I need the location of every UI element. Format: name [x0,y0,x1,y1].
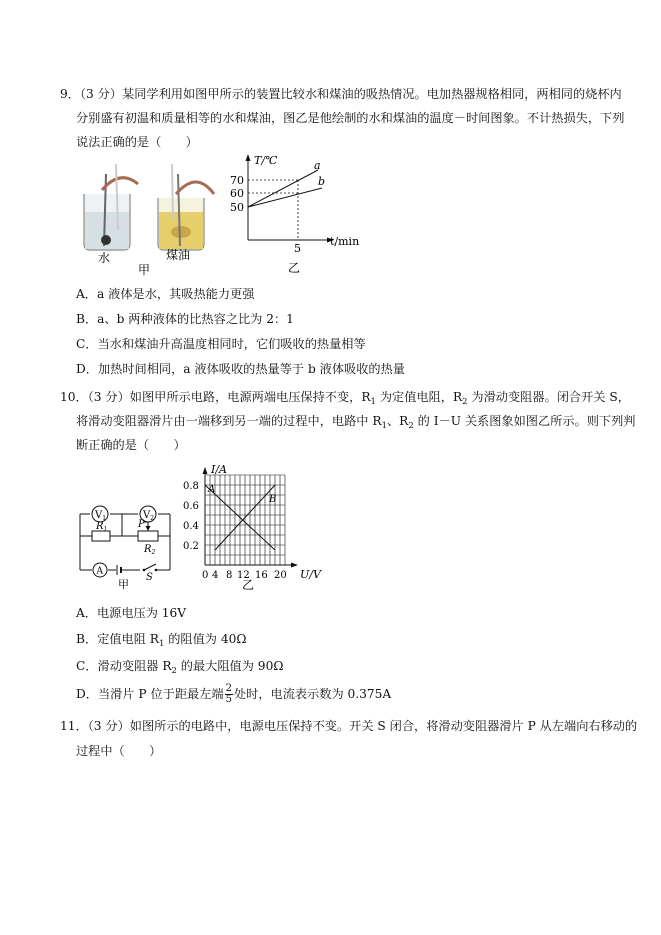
q11-line2: 过程中（ ） [76,744,162,758]
water-beaker [84,164,138,250]
q10-ytick-06: 0.6 [183,501,199,512]
q11-line1: 11．（3 分）如图所示的电路中，电源电压保持不变。开关 S 闭合，将滑动变阻器滑片 P 从左端向右移动的 [60,719,638,733]
v1-label: $V_1$ [95,510,107,522]
q9-option-c: C．当水和煤油升高温度相同时，它们吸收的热量相等 [76,337,366,351]
q9-ytick-60: 60 [230,187,244,200]
v2-label: $V_2$ [143,510,155,522]
water-label: 水 [98,251,111,265]
q10-fig-yi [180,462,330,590]
q10-ytick-04: 0.4 [183,521,199,532]
q10-line3: 断正确的是（ ） [76,438,186,452]
q9-option-a: A．a 液体是水，其吸热能力更强 [76,287,255,301]
q10-line-A-label: A [208,484,216,495]
r1-label: $R_1$ [96,521,108,533]
r2-label: $R_2$ [144,544,156,556]
q10-line-B-label: B [269,494,277,505]
q9-option-b: B．a、b 两种液体的比热容之比为 2：1 [76,312,294,326]
q10-xtick-12: 12 [237,570,250,581]
q10-option-b: B．定值电阻 $R_1$ 的阻值为 40Ω [76,632,247,649]
q9-ytick-50: 50 [230,201,244,214]
p-label: P [138,519,145,530]
q10-caption-jia: 甲 [118,578,129,590]
q10-xtick-4: 4 [212,570,219,581]
q9-ytick-70: 70 [230,174,244,187]
q9-line-a-label: a [314,159,321,172]
q9-fig-jia [78,160,238,280]
q10-line2: 将滑动变阻器滑片由一端移到另一端的过程中，电路中 $R_1$、$R_2$ 的 I－U 关系图象如图乙所示。则下列判 [76,414,636,431]
q10-xtick-0: 0 [202,570,209,581]
q10-fig-jia [72,494,182,590]
switch-label: S [146,572,153,583]
q10-ytick-08: 0.8 [183,481,199,492]
q9-line3: 说法正确的是（ ） [76,135,198,149]
oil-beaker [158,164,214,250]
q10-line1: 10．（3 分）如图甲所示电路，电源两端电压保持不变，$R_1$ 为定值电阻，$R_2$ 为滑动变阻器。闭合开关 S， [60,390,630,407]
q10-option-d: D．当滑片 P 位于距最左端 $\frac{2}{5}$ 处时，电流表示数为 0.375A [76,683,392,705]
q10-xtick-8: 8 [226,570,233,581]
ammeter-label: A [96,566,103,577]
oil-label: 煤油 [166,248,191,262]
q9-caption-jia: 甲 [138,263,151,277]
line-b [248,188,322,207]
q9-ylabel: T/℃ [254,154,278,167]
q9-xlabel: t/min [330,235,360,248]
q10-option-a: A．电源电压为 16V [76,606,187,620]
q10-caption-yi: 乙 [242,578,255,590]
q10-ylabel: I/A [211,463,227,476]
q9-line1: 9．（3 分）某同学利用如图甲所示的装置比较水和煤油的吸热情况。电加热器规格相同，两相同的烧杯内 [60,87,622,101]
q9-option-d: D．加热时间相同，a 液体吸收的热量等于 b 液体吸收的热量 [76,362,405,376]
q9-line-b-label: b [318,175,326,188]
q9-fig-yi [226,152,366,278]
q10-option-c: C．滑动变阻器 $R_2$ 的最大阻值为 90Ω [76,659,284,676]
q10-xlabel: U/V [300,568,321,581]
q9-caption-yi: 乙 [288,261,301,275]
q10-xtick-16: 16 [255,570,268,581]
fraction-two-fifths: $\frac{2}{5}$ [225,683,232,705]
line-a [248,170,318,207]
q9-xtick-5: 5 [294,242,301,255]
q9-line2: 分别盛有初温和质量相等的水和煤油，图乙是他绘制的水和煤油的温度－时间图象。不计热损失，下列 [76,111,625,125]
q10-ytick-02: 0.2 [183,541,199,552]
q10-xtick-20: 20 [274,570,287,581]
